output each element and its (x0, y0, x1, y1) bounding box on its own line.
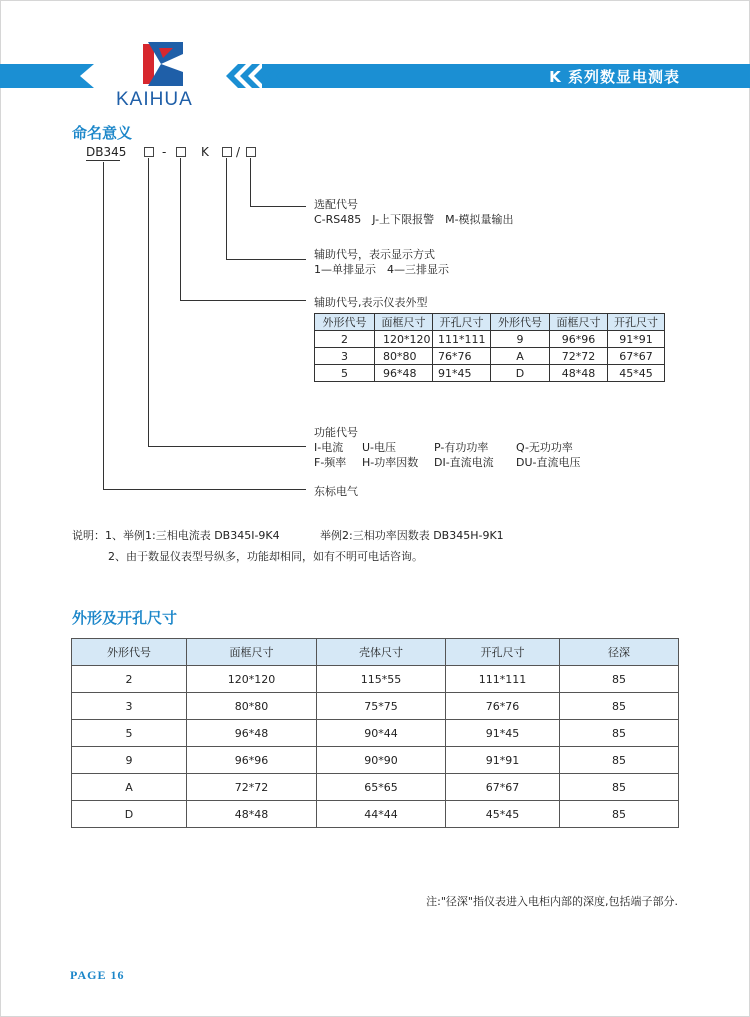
naming-section-title: 命名意义 (72, 124, 133, 142)
shape-header-cell: 面框尺寸 (375, 314, 433, 331)
dimensions-section-title: 外形及开孔尺寸 (72, 609, 178, 627)
code-box-1 (144, 147, 154, 157)
table-row (72, 774, 679, 801)
table-row (315, 365, 665, 382)
shape-cell: 96*48 (375, 365, 433, 382)
dim-cell: 67*67 (446, 774, 560, 801)
shape-cell: 91*91 (608, 331, 665, 348)
shape-cell: 120*120 (375, 331, 433, 348)
shape-cell: 111*111 (433, 331, 491, 348)
dim-cell: 120*120 (187, 666, 317, 693)
table-row (72, 747, 679, 774)
note-line-1a: 说明：1、举例1:三相电流表 DB345I-9K4 (72, 529, 280, 542)
brand-name: KAIHUA (116, 89, 193, 110)
dim-cell: 85 (560, 774, 679, 801)
shape-cell: 76*76 (433, 348, 491, 365)
shape-cell: 91*45 (433, 365, 491, 382)
function-item: F-频率 (314, 456, 347, 469)
shape-table-header-row (315, 314, 665, 331)
table-row (72, 693, 679, 720)
shape-cell: 2 (315, 331, 375, 348)
code-slash: / (236, 145, 241, 159)
dim-cell: 76*76 (446, 693, 560, 720)
dim-cell: 85 (560, 747, 679, 774)
dimensions-footnote: 注:"径深"指仪表进入电柜内部的深度,包括端子部分. (426, 895, 678, 908)
dim-cell: 96*96 (187, 747, 317, 774)
kaihua-logo-icon (143, 42, 183, 86)
shape-cell: 48*48 (550, 365, 608, 382)
dim-cell: 65*65 (317, 774, 446, 801)
brand-name-cn: 东标电气 (314, 485, 358, 498)
function-item: U-电压 (362, 441, 397, 454)
table-row (72, 801, 679, 828)
aux-display-desc: 1—单排显示 4—三排显示 (314, 263, 449, 276)
dim-cell: 85 (560, 720, 679, 747)
dim-cell: 85 (560, 693, 679, 720)
dim-header-cell: 外形代号 (72, 639, 187, 666)
arrow-left-icon (72, 64, 102, 88)
dimensions-header-row (72, 639, 679, 666)
shape-code-table (314, 313, 665, 382)
dim-cell: 72*72 (187, 774, 317, 801)
dim-cell: 91*45 (446, 720, 560, 747)
connector-h-display (226, 259, 306, 260)
shape-header-cell: 面框尺寸 (550, 314, 608, 331)
code-box-3 (222, 147, 232, 157)
prefix-underline (86, 160, 120, 161)
aux-display-title: 辅助代号，表示显示方式 (314, 248, 435, 261)
shape-cell: A (491, 348, 550, 365)
aux-shape-title: 辅助代号,表示仪表外型 (314, 296, 428, 309)
connector-h-option (250, 206, 306, 207)
dim-cell: D (72, 801, 187, 828)
function-item: DU-直流电压 (516, 456, 581, 469)
connector-v-display (226, 158, 227, 259)
code-box-4 (246, 147, 256, 157)
shape-cell: 67*67 (608, 348, 665, 365)
shape-cell: 45*45 (608, 365, 665, 382)
code-dash: - (162, 145, 167, 159)
dim-cell: 2 (72, 666, 187, 693)
dim-header-cell: 面框尺寸 (187, 639, 317, 666)
table-row (72, 720, 679, 747)
dim-cell: 90*90 (317, 747, 446, 774)
function-item: Q-无功功率 (516, 441, 573, 454)
dim-header-cell: 径深 (560, 639, 679, 666)
connector-v-function (148, 158, 149, 446)
dim-cell: 85 (560, 666, 679, 693)
dim-header-cell: 壳体尺寸 (317, 639, 446, 666)
dim-cell: 9 (72, 747, 187, 774)
shape-cell: 5 (315, 365, 375, 382)
dim-cell: 45*45 (446, 801, 560, 828)
note-line-2: 2、由于数显仪表型号纵多，功能却相同，如有不明可电话咨询。 (108, 550, 423, 563)
dim-cell: 5 (72, 720, 187, 747)
shape-header-cell: 外形代号 (491, 314, 550, 331)
dim-cell: 91*91 (446, 747, 560, 774)
shape-cell: D (491, 365, 550, 382)
shape-header-cell: 外形代号 (315, 314, 375, 331)
option-code-title: 选配代号 (314, 198, 358, 211)
table-row (72, 666, 679, 693)
connector-v-option (250, 158, 251, 206)
header-title: K 系列数显电测表 (549, 68, 680, 86)
dim-cell: 90*44 (317, 720, 446, 747)
connector-v-brand (103, 162, 104, 489)
dim-cell: A (72, 774, 187, 801)
dim-cell: 96*48 (187, 720, 317, 747)
chevrons-icon (226, 64, 296, 88)
shape-cell: 3 (315, 348, 375, 365)
dim-cell: 111*111 (446, 666, 560, 693)
table-row (315, 331, 665, 348)
dim-cell: 85 (560, 801, 679, 828)
dim-cell: 44*44 (317, 801, 446, 828)
shape-header-cell: 开孔尺寸 (433, 314, 491, 331)
function-item: DI-直流电流 (434, 456, 494, 469)
dim-header-cell: 开孔尺寸 (446, 639, 560, 666)
dim-cell: 115*55 (317, 666, 446, 693)
function-item: H-功率因数 (362, 456, 419, 469)
code-box-2 (176, 147, 186, 157)
code-k: K (201, 145, 209, 159)
dim-cell: 80*80 (187, 693, 317, 720)
connector-v-shape (180, 158, 181, 300)
note-line-1b: 举例2:三相功率因数表 DB345H-9K1 (320, 529, 504, 542)
connector-h-shape (180, 300, 306, 301)
function-item: I-电流 (314, 441, 344, 454)
shape-cell: 96*96 (550, 331, 608, 348)
function-item: P-有功功率 (434, 441, 489, 454)
connector-h-brand (103, 489, 306, 490)
shape-cell: 72*72 (550, 348, 608, 365)
option-code-desc: C-RS485 J-上下限报警 M-模拟量输出 (314, 213, 514, 226)
model-prefix: DB345 (86, 145, 127, 159)
dimensions-table (71, 638, 679, 828)
shape-cell: 9 (491, 331, 550, 348)
page-number: PAGE 16 (70, 968, 125, 982)
shape-header-cell: 开孔尺寸 (608, 314, 665, 331)
table-row (315, 348, 665, 365)
dim-cell: 3 (72, 693, 187, 720)
function-code-title: 功能代号 (314, 426, 358, 439)
dim-cell: 48*48 (187, 801, 317, 828)
shape-cell: 80*80 (375, 348, 433, 365)
connector-h-function (148, 446, 306, 447)
dim-cell: 75*75 (317, 693, 446, 720)
